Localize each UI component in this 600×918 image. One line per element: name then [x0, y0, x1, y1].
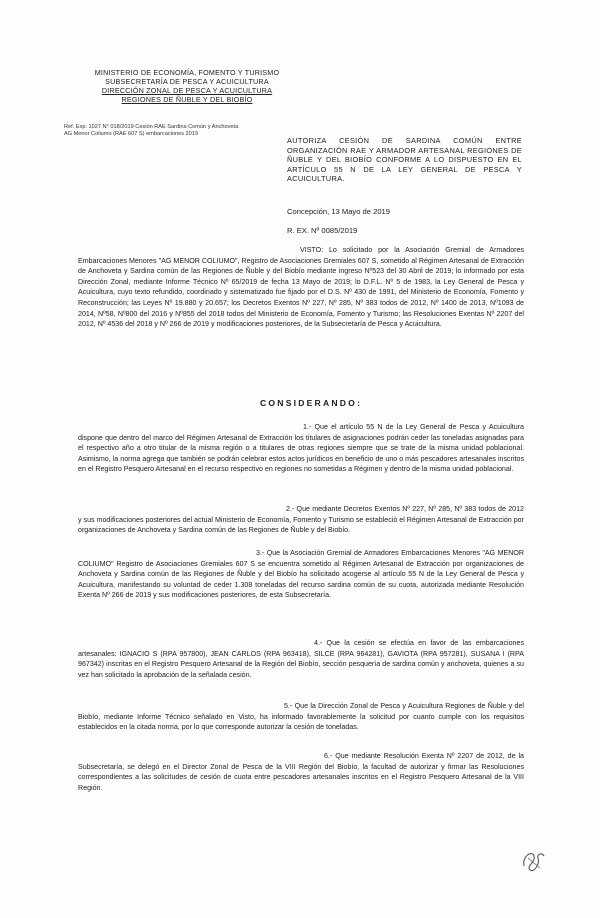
considerando-1: 1.- Que el artículo 55 N de la Ley General de Pesca y Acuicultura dispone que dentro del marco del Régimen Artesanal de Extracción los titulares de asignaciones podrán ceder las toneladas asignadas para el respectivo año a otro titular de la misma región o a titulares de otras regiones siempre que se trate de la misma unidad poblacional. Asimismo, la norma agrega que también se podrán celebrar estos actos jurídicos en beneficio de uno o más pescadores artesanales inscritos en el Registro Pesquero Artesanal en el recurso respectivo en regiones no sometidas a Régimen y dentro de la misma unidad poblacional. — [78, 423, 524, 474]
signature-initials — [518, 846, 548, 874]
undersecretariat-name: SUBSECRETARÍA DE PESCA Y ACUICULTURA — [105, 77, 269, 86]
zonal-direction-name: DIRECCIÓN ZONAL DE PESCA Y ACUICULTURA — [101, 86, 273, 95]
regions-name: REGIONES DE ÑUBLE Y DEL BIOBÍO — [121, 95, 253, 104]
resolution-title: AUTORIZA CESIÓN DE SARDINA COMÚN ENTRE ORGANIZACIÓN RAE Y ARMADOR ARTESANAL REGIONES DE ÑUBLE Y DEL BIOBÍO CONFORME A LO DISPUESTO EN EL ARTÍCULO 55 N DE LA LEY GENERAL DE PESCA Y ACUICULTURA. — [287, 136, 522, 184]
considerando-5: 5.- Que la Dirección Zonal de Pesca y Acuicultura Regiones de Ñuble y del Biobío, mediante Informe Técnico señalado en Visto, ha informado favorablemente la solicitud por cuanto cumple con los requisitos establecidos en la citada norma, por lo que corresponde autorizar la cesión de toneladas. — [78, 702, 524, 732]
ministry-name: MINISTERIO DE ECONOMÍA, FOMENTO Y TURISMO — [94, 68, 280, 77]
file-reference-line: Ref. Exp. 1027 N° 018/2019 Cesión RAE Sardina Común y Anchoveta — [64, 124, 239, 130]
file-reference-line: AG Menor Coliumo (RAE 607 S) embarcaciones 2019 — [64, 131, 199, 137]
considerando-6: 6.- Que mediante Resolución Exenta Nº 2207 de 2012, de la Subsecretaría, se delegó en el Director Zonal de Pesca de la VIII Región del Biobío, la facultad de autorizar y firmar las Resoluciones correspondientes a las solicitudes de cesión de cuota entre pescadores artesanales inscritos en el Registro Pesquero Artesanal de la VIII Región. — [78, 752, 524, 792]
considerando-heading: CONSIDERANDO: — [260, 398, 363, 408]
letterhead — [72, 68, 302, 104]
considerando-3: 3.- Que la Asociación Gremial de Armadores Embarcaciones Menores "AG MENOR COLIUMO" Registro de Asociaciones Gremiales 607 S se encuentra sometido al Régimen Artesanal de Extracción por organizaciones de Anchoveta y Sardina común de las Regiones de Ñuble y del Biobío ha solicitado acogerse al artículo 55 N de la Ley General de Pesca y Acuicultura, manifestando su voluntad de ceder 1.308 toneladas del recurso sardina común de su cuota, autorizada mediante Resolución Exenta Nº 266 de 2019 y sus modificaciones posteriores, de esta Subsecretaría. — [78, 549, 524, 600]
file-reference — [64, 124, 304, 138]
resolution-number: R. EX. Nº 0085/2019 — [287, 226, 358, 235]
resolution-date: Concepción, 13 Mayo de 2019 — [287, 207, 391, 216]
considerando-2: 2.- Que mediante Decretos Exentos Nº 227, Nº 285, Nº 383 todos de 2012 y sus modificaciones posteriores del actual Ministerio de Economía, Fomento y Turismo se estableció el Régimen Artesanal de Extracción por organizaciones de Anchoveta y Sardina común de las Regiones de Ñuble y del Biobío. — [78, 505, 524, 535]
visto-paragraph: VISTO: Lo solicitado por la Asociación Gremial de Armadores Embarcaciones Menores "AG MENOR COLIUMO", Registro de Asociaciones Gremiales 607 S, sometido al Régimen Artesanal de Extracción de Anchoveta y Sardina común de las Regiones de Ñuble y del Biobío mediante ingreso Nº523 del 30 Abril de 2019; lo informado por esta Dirección Zonal, mediante Informe Técnico Nº 65/2019 de fecha 13 Mayo de 2019; lo D.F.L. Nº 5 de 1983, la Ley General de Pesca y Acuicultura, cuyo texto refundido, coordinado y sistematizado fue fijado por el D.S. Nº 430 de 1991, del Ministerio de Economía, Fomento y Reconstrucción; las Leyes Nº 19.880 y 20.657; los Decretos Exentos Nº 227, Nº 285, Nº 383 todos de 2012, Nº 1400 de 2013, Nº1093 de 2014, Nº58, Nº800 del 2016 y Nº855 del 2018 todos del Ministerio de Economía, Fomento y Turismo; las Resoluciones Exentas Nº 2207 del 2012, Nº 4536 del 2018 y Nº 266 de 2019 y modificaciones posteriores, de la Subsecretaría de Pesca y Acuicultura. — [78, 246, 524, 329]
considerando-4: 4.- Que la cesión se efectúa en favor de las embarcaciones artesanales: IGNACIO S (RPA 957800), JEAN CARLOS (RPA 963418), SILCE (RPA 964281), GAVIOTA (RPA 957281), SUSANA I (RPA 967342) inscritas en el Registro Pesquero Artesanal de la Región del Biobío, sección pesquería de sardina común y anchoveta, quienes a su vez han solicitado la aprobación de la señalada cesión. — [78, 639, 524, 679]
